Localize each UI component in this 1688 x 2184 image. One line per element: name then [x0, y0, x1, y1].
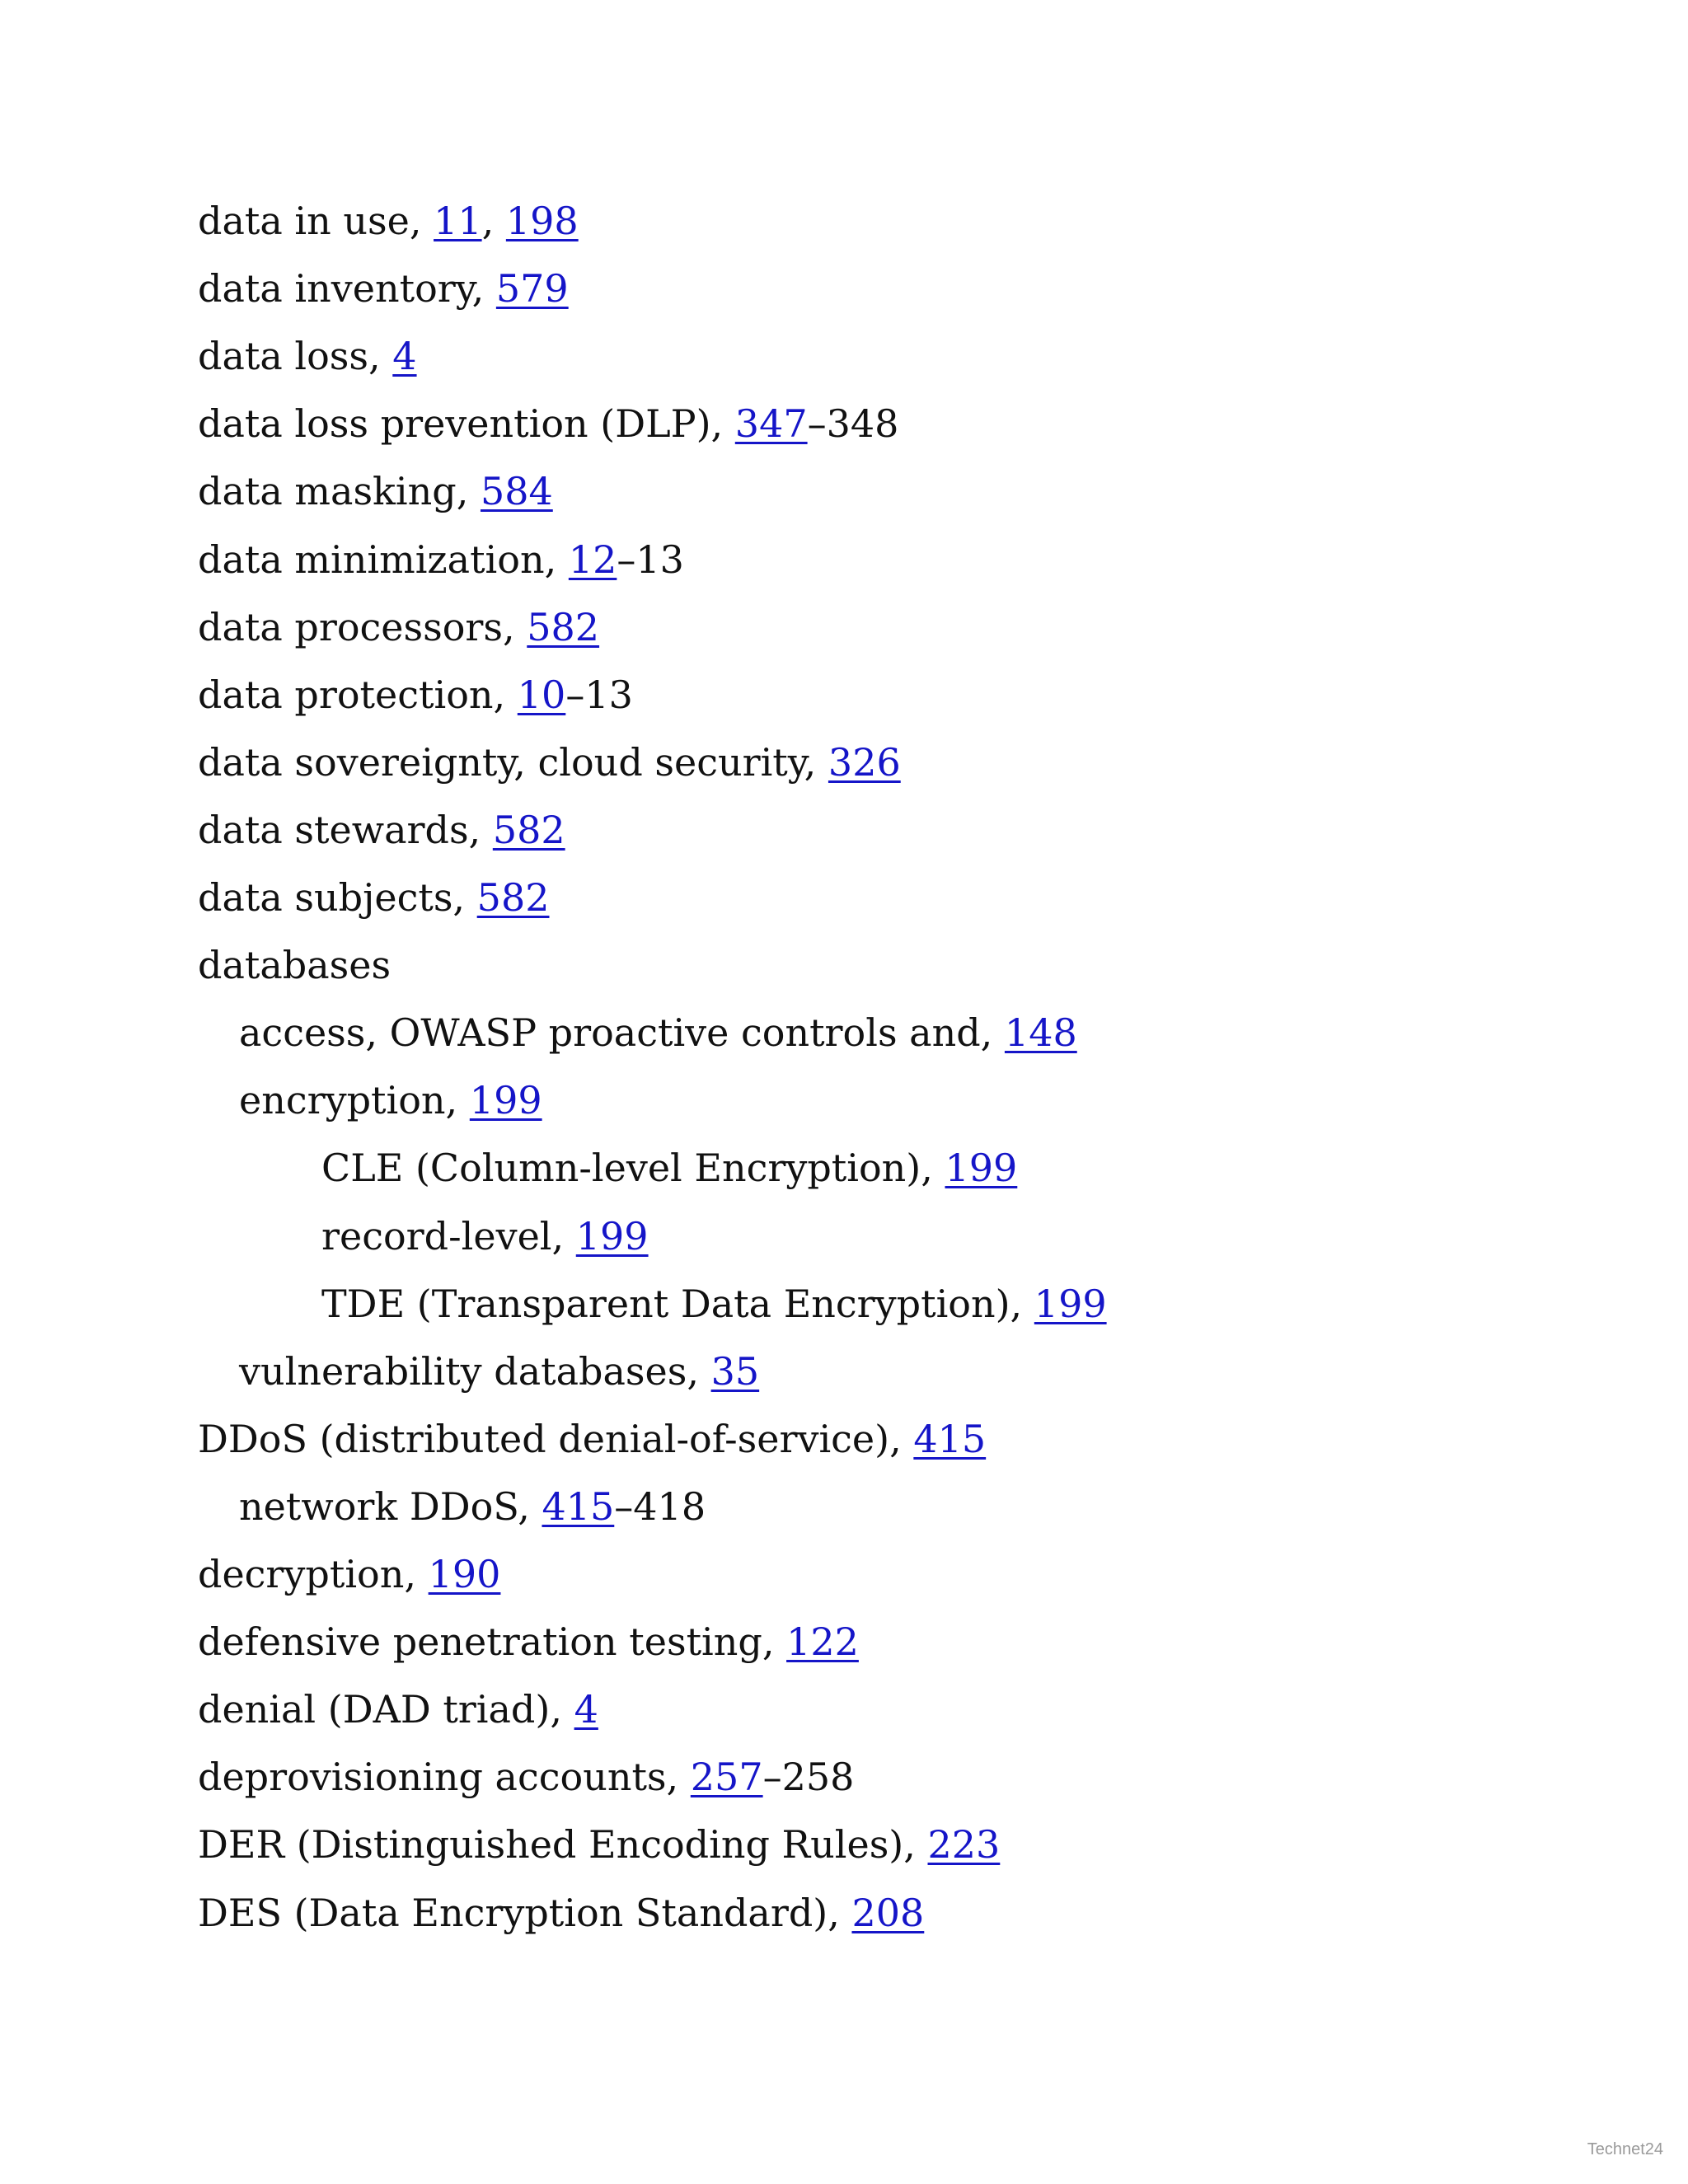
index-term: vulnerability databases, — [239, 1349, 711, 1394]
page-number: 348 — [826, 401, 899, 446]
page-link[interactable]: 579 — [495, 266, 569, 311]
index-entry — [198, 1752, 854, 1802]
page-link[interactable]: 199 — [575, 1214, 649, 1258]
index-term: data minimization, — [198, 537, 569, 582]
index-term: data processors, — [198, 605, 528, 649]
index-term: CLE (Column-level Encryption), — [321, 1146, 945, 1190]
index-term: DER (Distinguished Encoding Rules), — [198, 1822, 928, 1867]
page-link[interactable]: 223 — [927, 1822, 1001, 1867]
index-term: databases — [198, 943, 392, 987]
index-entry — [198, 1549, 500, 1599]
index-term: data inventory, — [198, 266, 496, 311]
index-entry — [198, 940, 391, 990]
index-term: denial (DAD triad), — [198, 1687, 574, 1732]
index-subentry — [239, 1076, 542, 1125]
index-entry — [198, 1820, 1000, 1869]
page-link[interactable]: 199 — [469, 1078, 542, 1122]
index-term: data stewards, — [198, 808, 493, 852]
watermark-text: Technet24 — [1587, 2140, 1663, 2158]
index-entry — [198, 1617, 859, 1666]
index-subentry — [239, 1347, 759, 1396]
index-entry — [198, 535, 684, 584]
ref-separator: – — [614, 1484, 634, 1529]
index-term: decryption, — [198, 1552, 429, 1596]
index-term: data loss, — [198, 334, 393, 378]
index-entry — [198, 873, 549, 922]
page-link[interactable]: 199 — [1034, 1282, 1107, 1326]
index-entry — [198, 1685, 598, 1734]
page-link[interactable]: 199 — [945, 1146, 1018, 1190]
index-term: DES (Data Encryption Standard), — [198, 1891, 852, 1935]
page-number: 13 — [584, 673, 633, 717]
index-term: access, OWASP proactive controls and, — [239, 1010, 1005, 1055]
index-term: data protection, — [198, 673, 518, 717]
page-number: 13 — [635, 537, 684, 582]
ref-separator: – — [807, 401, 827, 446]
index-term: data masking, — [198, 469, 481, 513]
ref-separator: – — [762, 1755, 782, 1799]
index-subsubentry — [321, 1143, 1017, 1193]
index-term: TDE (Transparent Data Encryption), — [321, 1282, 1034, 1326]
page-link[interactable]: 257 — [690, 1755, 763, 1799]
index-entry — [198, 331, 417, 381]
page-link[interactable]: 198 — [505, 199, 579, 243]
index-term: record-level, — [321, 1214, 576, 1258]
page-link[interactable]: 148 — [1004, 1010, 1077, 1055]
index-subsubentry — [321, 1212, 649, 1261]
index-entry — [198, 805, 565, 855]
page-link[interactable]: 11 — [434, 199, 482, 243]
index-entry — [198, 196, 579, 246]
page-link[interactable]: 584 — [480, 469, 553, 513]
index-term: data sovereignty, cloud security, — [198, 740, 828, 785]
page-link[interactable]: 415 — [913, 1417, 987, 1461]
page-number: 258 — [781, 1755, 855, 1799]
index-term: defensive penetration testing, — [198, 1619, 787, 1664]
page-link[interactable]: 415 — [542, 1484, 615, 1529]
index-subsubentry — [321, 1279, 1107, 1329]
index-entry — [198, 1888, 924, 1938]
page-link[interactable]: 4 — [574, 1687, 598, 1732]
page-link[interactable]: 582 — [527, 605, 600, 649]
index-term: data in use, — [198, 199, 434, 243]
index-term: data subjects, — [198, 875, 477, 920]
page-link[interactable]: 122 — [786, 1619, 859, 1664]
index-subentry — [239, 1482, 706, 1531]
ref-separator: , — [481, 199, 506, 243]
index-entry — [198, 602, 599, 652]
page-link[interactable]: 4 — [392, 334, 417, 378]
page-link[interactable]: 10 — [517, 673, 566, 717]
index-term: deprovisioning accounts, — [198, 1755, 691, 1799]
index-term: DDoS (distributed denial-of-service), — [198, 1417, 914, 1461]
page-link[interactable]: 326 — [828, 740, 901, 785]
index-term: data loss prevention (DLP), — [198, 401, 735, 446]
index-entry — [198, 466, 553, 516]
page-link[interactable]: 12 — [568, 537, 617, 582]
index-entry — [198, 1414, 986, 1464]
page-link[interactable]: 35 — [710, 1349, 760, 1394]
index-term: encryption, — [239, 1078, 470, 1122]
page-link[interactable]: 208 — [851, 1891, 925, 1935]
page-link[interactable]: 582 — [476, 875, 550, 920]
ref-separator: – — [617, 537, 636, 582]
page-link[interactable]: 190 — [428, 1552, 501, 1596]
page-link[interactable]: 582 — [492, 808, 565, 852]
index-entry — [198, 264, 569, 313]
page-link[interactable]: 347 — [734, 401, 808, 446]
index-entry — [198, 738, 901, 787]
index-subentry — [239, 1008, 1077, 1057]
index-entry — [198, 399, 898, 448]
page-number: 418 — [633, 1484, 706, 1529]
index-term: network DDoS, — [239, 1484, 542, 1529]
index-entry — [198, 670, 633, 719]
ref-separator: – — [565, 673, 585, 717]
